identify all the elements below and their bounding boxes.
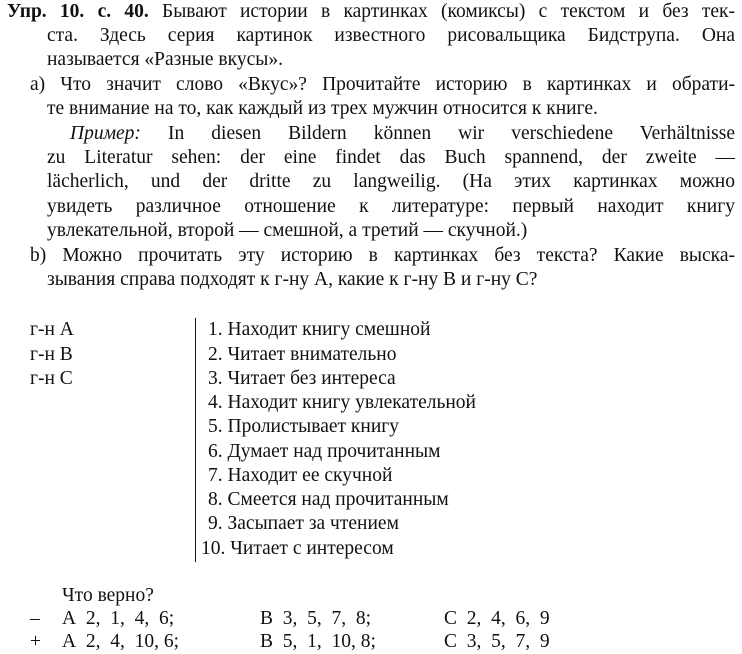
statement-item: 10. Читает с интересом	[201, 538, 394, 559]
intro-text: называется «Разные вкусы».	[47, 49, 283, 70]
statement-item: 2. Читает внимательно	[208, 344, 397, 365]
answer-b: В 5, 1, 10, 8;	[260, 631, 376, 652]
statement-item: 6. Думает над прочитанным	[208, 441, 441, 462]
intro-text: Бывают истории в картинках (комиксы) с текстом и без тек-	[162, 1, 735, 22]
example-text: увлекательной, второй — смешной, а третий — скучной.)	[47, 220, 528, 241]
person-c: г-н С	[30, 368, 73, 389]
answer-a: А 2, 4, 10, 6;	[62, 631, 179, 652]
answer-mark: +	[30, 631, 41, 652]
answers-question: Что верно?	[62, 585, 154, 606]
exercise-label: Упр. 10. с. 40.	[7, 1, 149, 22]
part-a-text: те внимание на то, как каждый из трех мужчин относится к книге.	[47, 98, 598, 119]
answer-a: А 2, 1, 4, 6;	[62, 608, 175, 629]
intro-text: ста. Здесь серия картинок известного рисовальщика Бидструпа. Она	[47, 25, 735, 46]
example-text: zu Literatur sehen: der eine findet das Buch spannend, der zweite —	[47, 147, 735, 168]
part-a-text: а) Что значит слово «Вкус»? Прочитайте историю в картинках и обрати-	[30, 74, 735, 95]
example-text: In diesen Bildern können wir verschiedene Verhältnisse	[168, 123, 736, 144]
example-text: lächerlich, und der dritte zu langweilig. (На этих картинках можно	[47, 171, 735, 192]
exercise-header-line	[7, 1, 735, 23]
statement-item: 9. Засыпает за чтением	[208, 513, 399, 534]
statement-item: 7. Находит ее скучной	[208, 465, 393, 486]
example-text: увидеть различное отношение к литературе: первый находит книгу	[47, 196, 735, 217]
answer-c: С 3, 5, 7, 9	[444, 631, 550, 652]
answer-mark: –	[30, 608, 40, 629]
answer-c: С 2, 4, 6, 9	[444, 608, 550, 629]
part-b-text: зывания справа подходят к г-ну А, какие к г-ну В и г-ну С?	[47, 269, 538, 290]
table-divider	[195, 318, 196, 562]
statement-item: 4. Находит книгу увлекательной	[208, 392, 476, 413]
example-label: Пример:	[70, 123, 141, 144]
part-b-text: b) Можно прочитать эту историю в картинках без текста? Какие выска-	[30, 245, 735, 266]
statement-item: 8. Смеется над прочитанным	[208, 489, 449, 510]
statement-item: 1. Находит книгу смешной	[208, 319, 431, 340]
statement-item: 3. Читает без интереса	[208, 368, 396, 389]
person-a: г-н А	[30, 319, 74, 340]
statement-item: 5. Пролистывает книгу	[208, 416, 400, 437]
person-b: г-н В	[30, 344, 73, 365]
answer-b: В 3, 5, 7, 8;	[260, 608, 372, 629]
example-line	[70, 123, 735, 145]
